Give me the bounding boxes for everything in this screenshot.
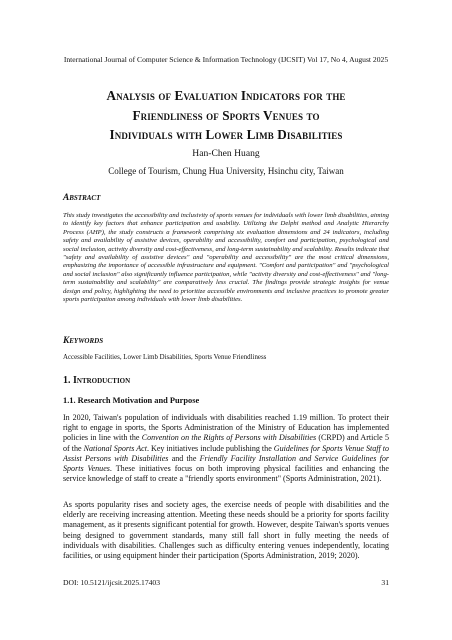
para1-facility-guidelines-title: Friendly Facility Installation and Service Guidelines for Sports Venues <box>63 453 389 474</box>
para1-guidelines-title: Guidelines for Sports Venue Staff to Assist Persons with Disabilities <box>63 443 389 463</box>
subsection-heading: 1.1. Research Motivation and Purpose <box>63 396 200 405</box>
journal-header: International Journal of Computer Science & Information Technology (IJCSIT) Vol 17, No 4, August 2025 <box>63 55 389 64</box>
para1-text-a: In 2020, Taiwan's population of individuals with disabilities reached 1.19 million. To protect their right to engage in sports, the Sports Administration of the Ministry of Education has implemented policies in line with the <box>63 413 389 443</box>
paragraph-2: As sports popularity rises and society ages, the exercise needs of people with disabilities and the elderly are receiving increasing attention. Meeting these needs should be a priority for sports facility management, as it presents significant potential for growth. However, despite Taiwan's sports venues being designed to government standards, many still fall short in fully meeting the needs of individuals with disabilities. Challenges such as difficulty entering venues independently, locating facilities, or using equipment hinder their participation (Sports Administration, 2019; 2020). <box>63 500 389 561</box>
paper-title <box>40 86 412 145</box>
abstract-text: This study investigates the accessibility and inclusivity of sports venues for individuals with lower limb disabilities, aiming to identify key factors that enhance participation and usability. Utilizing the Delphi method and Analytic Hierarchy Process (AHP), the study constructs a framework comprising six evaluation dimensions and 24 indicators, including safety and availability of assistive devices, operability and accessibility, comfort and participation, psychological and social inclusion, activity diversity and cost-effectiveness, and long-term sustainability and scalability. Results indicate that "safety and availability of assistive devices" and "operability and accessibility" are the most critical dimensions, emphasizing the importance of accessible infrastructure and equipment. "Comfort and participation" and "psychological and social inclusion" also significantly influence participation, while "activity diversity and cost-effectiveness" and "long-term sustainability and scalability" are comparatively less crucial. The findings provide strategic insights for venue design and policy, highlighting the need to prioritize accessible environments and inclusive practices to promote greater sports participation among individuals with lower limb disabilities. <box>63 212 389 304</box>
keywords-heading: Keywords <box>63 336 104 346</box>
footer-doi: DOI: 10.5121/ijcsit.2025.17403 <box>63 578 161 587</box>
keywords-text: Accessible Facilities, Lower Limb Disabilities, Sports Venue Friendliness <box>63 354 267 361</box>
para1-text-e: . Key initiatives include publishing the <box>146 443 274 453</box>
abstract-heading: Abstract <box>63 193 101 203</box>
author-affiliation: College of Tourism, Chung Hua University, Hsinchu city, Taiwan <box>108 166 344 176</box>
para1-crpd-title: Convention on the Rights of Persons with Disabilities <box>141 433 317 443</box>
para1-act-title: National Sports Act <box>83 443 147 453</box>
title-line-2: Friendliness of Sports Venues to <box>132 107 320 123</box>
para1-text-g: and the <box>168 453 200 463</box>
para1-text-i: . These initiatives focus on both improving physical facilities and enhancing the service knowledge of staff to create a "friendly sports environment" (Sports Administration, 2021). <box>63 464 389 484</box>
author-name: Han-Chen Huang <box>192 148 260 159</box>
section-heading: 1. Introduction <box>63 375 131 386</box>
page-number: 31 <box>381 578 389 587</box>
para1-text-c: (CRPD) and Article 5 of the <box>63 433 389 453</box>
paragraph-1 <box>63 413 389 484</box>
title-line-3: Individuals with Lower Limb Disabilities <box>109 127 343 142</box>
title-line-1: Analysis of Evaluation Indicators for the <box>106 88 346 103</box>
